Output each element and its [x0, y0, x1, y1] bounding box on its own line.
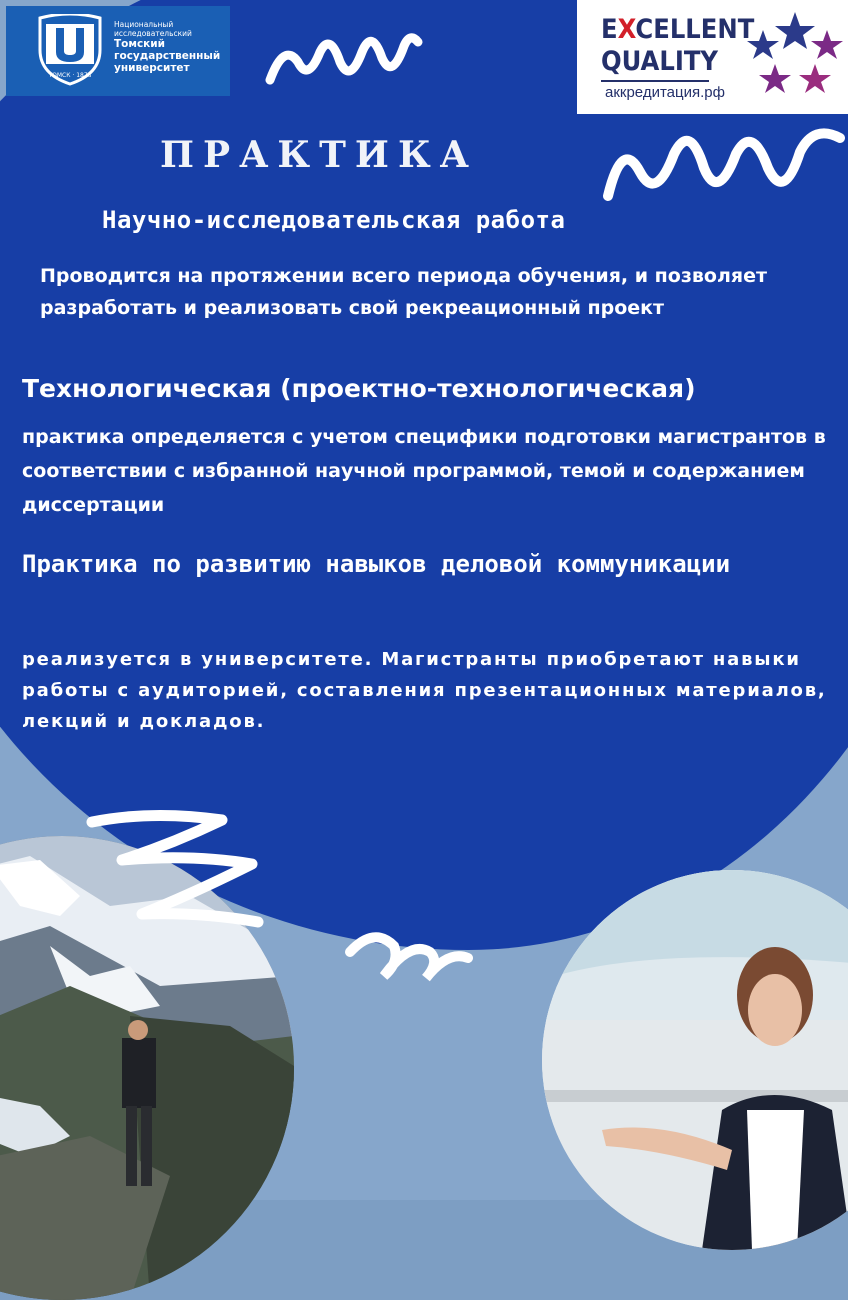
eq-word-excellent: EXCELLENT: [601, 14, 755, 45]
heading-communication: Практика по развитию навыков деловой коммуникации: [22, 550, 731, 578]
squiggle-top-icon: [264, 22, 424, 92]
squiggle-right-icon: [600, 118, 848, 208]
page-title: ПРАКТИКА: [160, 134, 479, 176]
tsu-shield-icon: [36, 14, 104, 86]
tsu-line2: исследовательский: [114, 29, 192, 38]
tsu-line3: Томский: [114, 38, 166, 50]
tsu-line5: университет: [114, 62, 190, 74]
paragraph-research: Проводится на протяжении всего периода обучения, и позволяет разработать и реализовать свой рекреационный проект: [40, 265, 767, 319]
eq-underline: [601, 80, 709, 82]
heading-technological: Технологическая (проектно-технологическая): [22, 374, 696, 403]
tsu-logo: [6, 6, 230, 96]
squiggle-middle-icon: [344, 910, 474, 990]
paragraph-technological: практика определяется с учетом специфики подготовки магистрантов в соответствии с избранной научной программой, темой и содержанием диссертации: [22, 426, 826, 516]
squiggle-left-icon: [82, 804, 272, 944]
eq-word-quality: QUALITY: [601, 46, 719, 77]
tsu-emblem-text: ТОМСК · 1878: [48, 72, 92, 79]
paragraph-communication: реализуется в университете. Магистранты приобретают навыки работы с аудиторией, составления презентационных материалов, лекций и докладов.: [22, 649, 827, 732]
tsu-line4: государственный: [114, 50, 221, 62]
tsu-line1: Национальный: [114, 20, 174, 29]
excellent-quality-logo: [577, 0, 848, 114]
subtitle-research: Научно-исследовательская работа: [102, 206, 566, 234]
stars-icon: [745, 8, 845, 104]
eq-site: аккредитация.рф: [605, 84, 725, 101]
